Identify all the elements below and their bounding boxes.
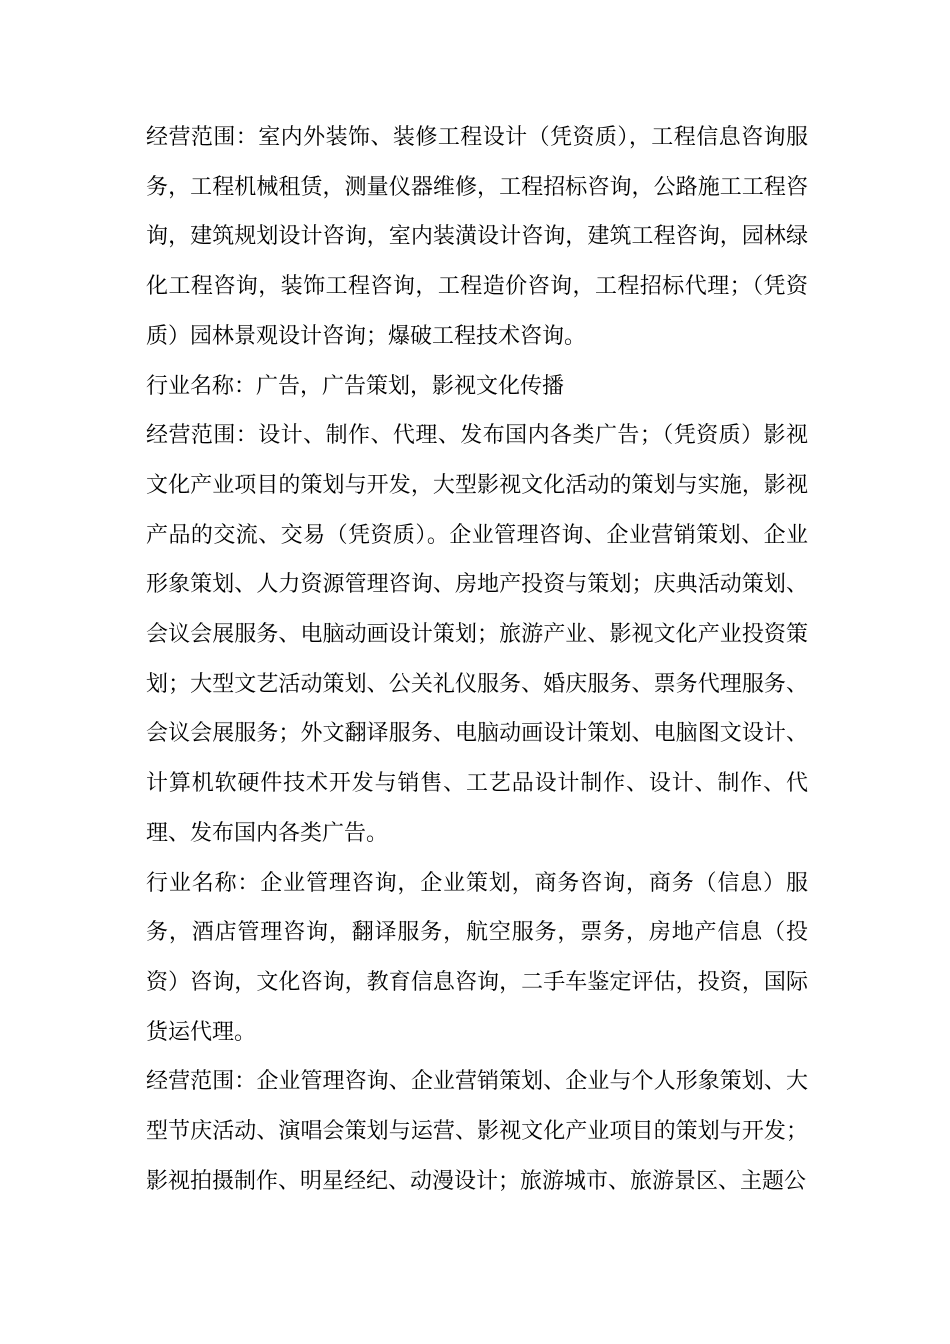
paragraph-industry-advertising: 行业名称：广告，广告策划，影视文化传播 xyxy=(146,373,565,399)
paragraph-business-scope-advertising: 经营范围：设计、制作、代理、发布国内各类广告；（凭资质）影视文化产业项目的策划与开发，大型影视文化活动的策划与实施，影视产品的交流、交易（凭资质）。企业管理咨询、企业营销策划、企业形象策划、人力资源管理咨询、房地产投资与策划；庆典活动策划、会议会展服务、电脑动画设计策划；旅游产业、影视文化产业投资策划；大型文艺活动策划、公关礼仪服务、婚庆服务、票务代理服务、会议会展服务；外文翻译服务、电脑动画设计策划、电脑图文设计、计算机软硬件技术开发与销售、工艺品设计制作、设计、制作、代理、发布国内各类广告。 xyxy=(146,423,808,846)
paragraph-business-scope-consulting: 经营范围：企业管理咨询、企业营销策划、企业与个人形象策划、大型节庆活动、演唱会策划与运营、影视文化产业项目的策划与开发；影视拍摄制作、明星经纪、动漫设计；旅游城市、旅游景区、主题公 xyxy=(146,1069,808,1194)
paragraph-industry-consulting: 行业名称：企业管理咨询，企业策划，商务咨询，商务（信息）服务，酒店管理咨询，翻译服务，航空服务，票务，房地产信息（投资）咨询，文化咨询，教育信息咨询，二手车鉴定评估，投资，国际货运代理。 xyxy=(146,870,808,1045)
document-body xyxy=(146,113,808,1206)
paragraph-business-scope-engineering: 经营范围：室内外装饰、装修工程设计（凭资质），工程信息咨询服务，工程机械租赁，测量仪器维修，工程招标咨询，公路施工工程咨询，建筑规划设计咨询，室内装潢设计咨询，建筑工程咨询，园林绿化工程咨询，装饰工程咨询，工程造价咨询，工程招标代理；（凭资质）园林景观设计咨询；爆破工程技术咨询。 xyxy=(146,125,808,349)
